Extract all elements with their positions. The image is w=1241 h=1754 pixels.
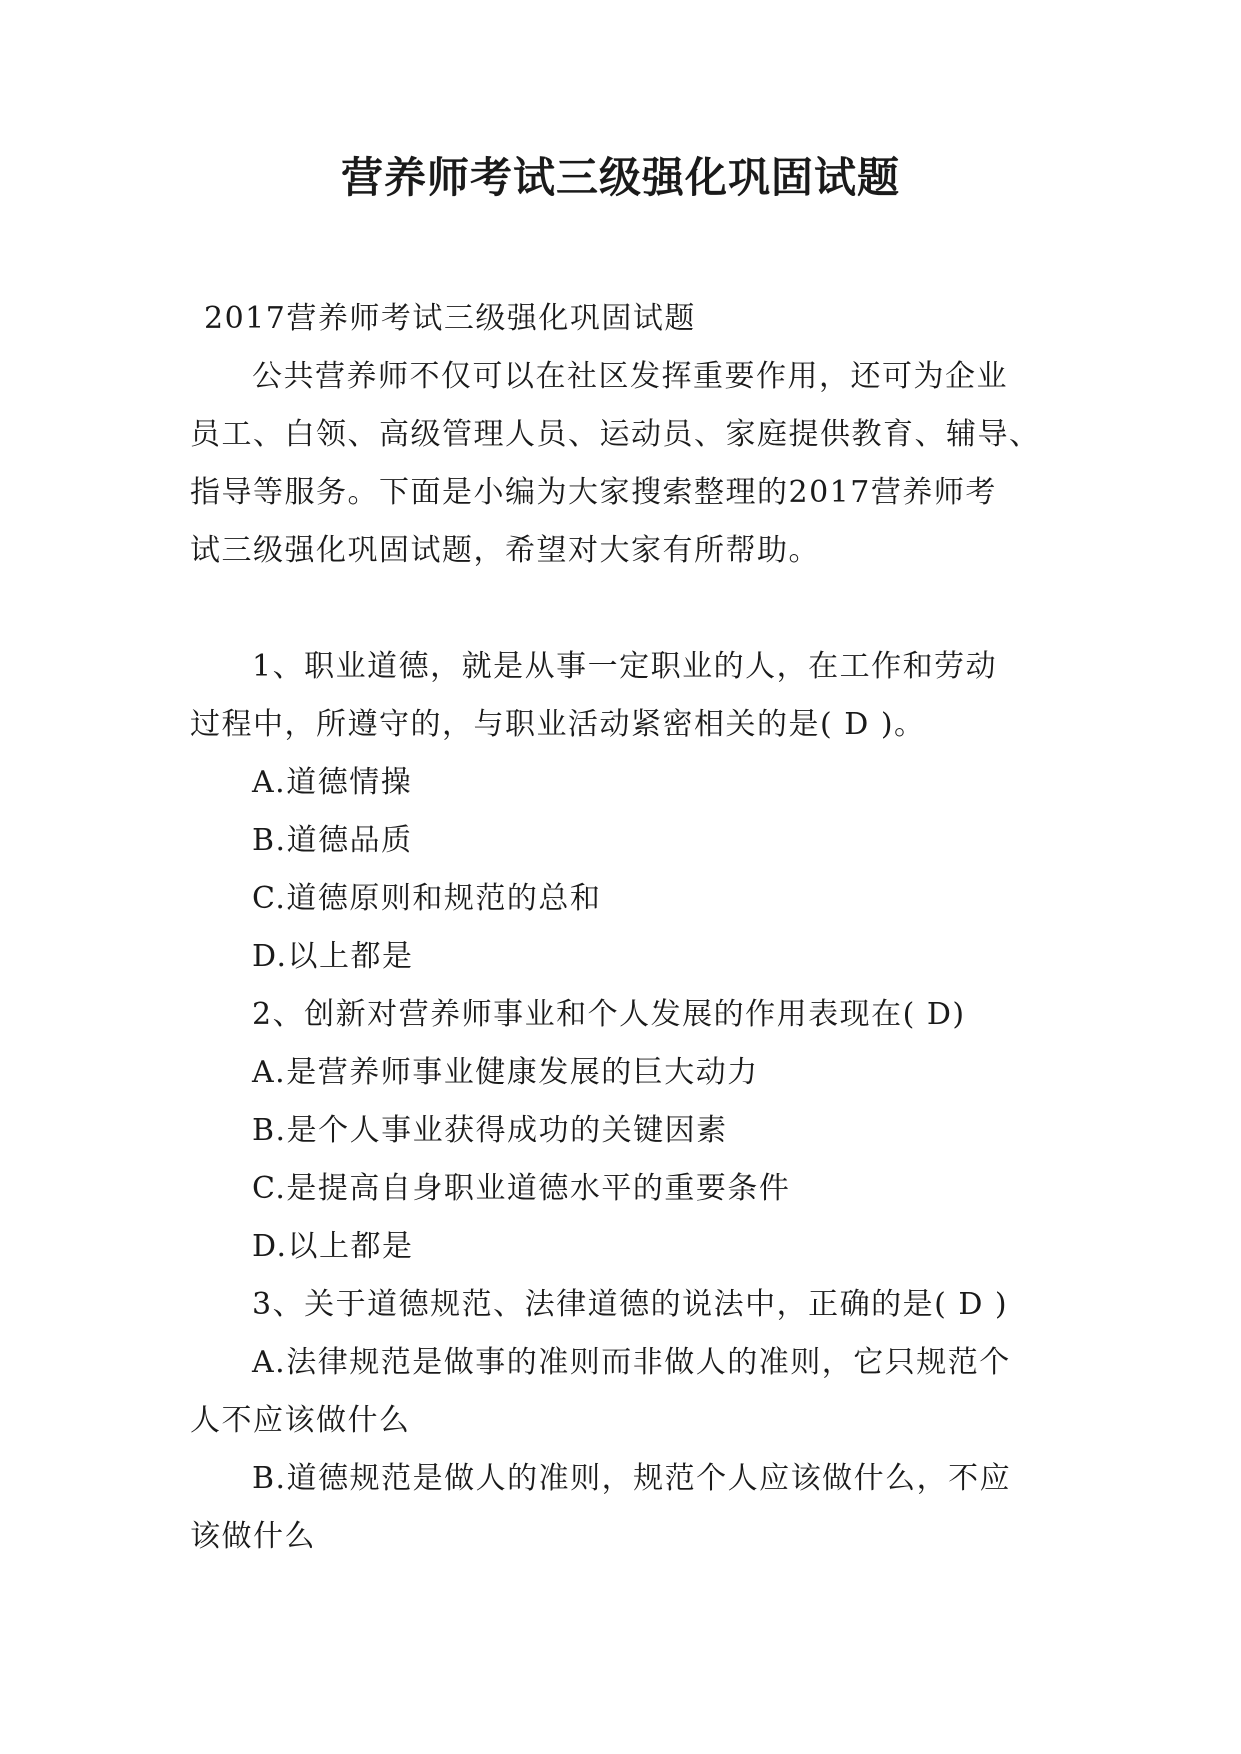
document-subtitle: 2017营养师考试三级强化巩固试题 [204, 301, 696, 336]
question-1-option: B.道德品质 [252, 823, 413, 858]
document-body [190, 290, 1060, 1566]
document-title: 营养师考试三级强化巩固试题 [340, 153, 900, 202]
question-2-option: B.是个人事业获得成功的关键因素 [252, 1113, 728, 1148]
question-2-line: 2、创新对营养师事业和个人发展的作用表现在( D) [252, 997, 966, 1032]
question-3-option-a: 人不应该做什么 [190, 1403, 411, 1438]
question-3-option-b: B.道德规范是做人的准则，规范个人应该做什么，不应 [252, 1461, 1012, 1496]
question-1-option: A.道德情操 [252, 765, 413, 800]
intro-line: 试三级强化巩固试题，希望对大家有所帮助。 [190, 533, 820, 568]
question-2-option: A.是营养师事业健康发展的巨大动力 [252, 1055, 759, 1090]
paragraph-gap [190, 580, 1060, 638]
intro-line: 员工、白领、高级管理人员、运动员、家庭提供教育、辅导、 [190, 417, 1041, 452]
question-1-option: D.以上都是 [252, 939, 414, 974]
question-1-option: C.道德原则和规范的总和 [252, 881, 602, 916]
question-3-option-b: 该做什么 [190, 1519, 316, 1554]
intro-line: 公共营养师不仅可以在社区发挥重要作用，还可为企业 [252, 359, 1008, 394]
question-2-option: D.以上都是 [252, 1229, 414, 1264]
question-3-line: 3、关于道德规范、法律道德的说法中，正确的是( D ) [252, 1287, 1009, 1322]
question-1-line: 1、职业道德，就是从事一定职业的人，在工作和劳动 [252, 649, 998, 684]
intro-line: 指导等服务。下面是小编为大家搜索整理的2017营养师考 [190, 475, 997, 510]
question-1-line: 过程中，所遵守的，与职业活动紧密相关的是( D )。 [190, 707, 926, 742]
question-2-option: C.是提高自身职业道德水平的重要条件 [252, 1171, 791, 1206]
question-3-option-a: A.法律规范是做事的准则而非做人的准则，它只规范个 [252, 1345, 1011, 1380]
